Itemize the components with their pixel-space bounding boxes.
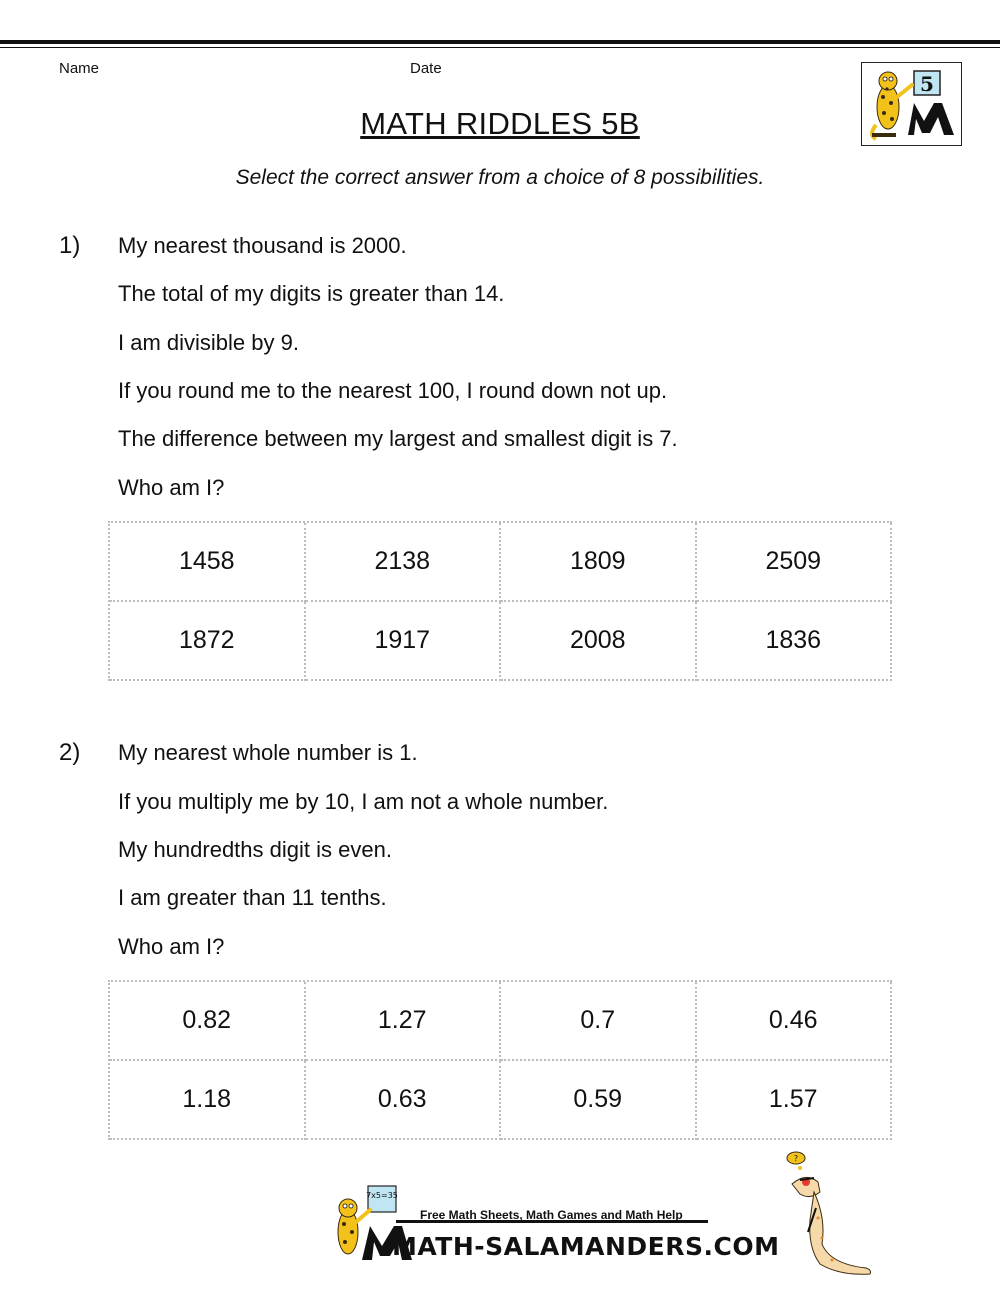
answer-choice[interactable]: 2509 [697, 523, 893, 602]
page-title: MATH RIDDLES 5B [360, 106, 640, 141]
answer-choice[interactable]: 0.63 [306, 1061, 502, 1140]
riddle-prompt: Who am I? [118, 475, 225, 500]
riddle-line: The difference between my largest and smallest digit is 7. [118, 426, 678, 451]
answer-choice[interactable]: 1.18 [110, 1061, 306, 1140]
top-rule-thin [0, 47, 1000, 48]
answer-choice[interactable]: 1809 [501, 523, 697, 602]
riddle-line: I am greater than 11 tenths. [118, 885, 387, 910]
answer-choices-q2 [108, 980, 892, 1140]
logo-board-text: 7x5=35 [366, 1191, 398, 1200]
answer-choice[interactable]: 2008 [501, 602, 697, 681]
answer-choice[interactable]: 1836 [697, 602, 893, 681]
date-label: Date [410, 60, 442, 77]
answer-choices-q1 [108, 521, 892, 681]
answer-choice[interactable]: 0.7 [501, 982, 697, 1061]
riddle-line: I am divisible by 9. [118, 330, 299, 355]
riddle-prompt: Who am I? [118, 934, 225, 959]
question-number: 2) [59, 739, 81, 766]
footer-tagline: Free Math Sheets, Math Games and Math Help [420, 1208, 683, 1222]
top-rule [0, 40, 1000, 44]
grade-badge: 5 [920, 72, 934, 96]
question-number: 1) [59, 232, 81, 259]
answer-choice[interactable]: 1458 [110, 523, 306, 602]
answer-choice[interactable]: 1.57 [697, 1061, 893, 1140]
footer-site-link[interactable]: MATH-SALAMANDERS.COM [392, 1232, 780, 1261]
answer-choice[interactable]: 0.82 [110, 982, 306, 1061]
riddle-line: If you round me to the nearest 100, I round down not up. [118, 378, 668, 403]
mascot-salamander [770, 1148, 880, 1278]
riddle-line: The total of my digits is greater than 14. [118, 281, 505, 306]
riddle-line: My hundredths digit is even. [118, 837, 392, 862]
mascot-bubble: ? [793, 1154, 799, 1163]
answer-choice[interactable]: 1872 [110, 602, 306, 681]
name-label: Name [59, 60, 100, 77]
answer-choice[interactable]: 2138 [306, 523, 502, 602]
answer-choice[interactable]: 0.46 [697, 982, 893, 1061]
riddle-line: My nearest whole number is 1. [118, 740, 418, 765]
answer-choice[interactable]: 1917 [306, 602, 502, 681]
answer-choice[interactable]: 0.59 [501, 1061, 697, 1140]
riddle-line: If you multiply me by 10, I am not a whole number. [118, 789, 609, 814]
salamander-mascot-icon [770, 1148, 880, 1278]
riddle-line: My nearest thousand is 2000. [118, 233, 407, 258]
answer-choice[interactable]: 1.27 [306, 982, 502, 1061]
instructions: Select the correct answer from a choice of 8 possibilities. [235, 166, 765, 189]
